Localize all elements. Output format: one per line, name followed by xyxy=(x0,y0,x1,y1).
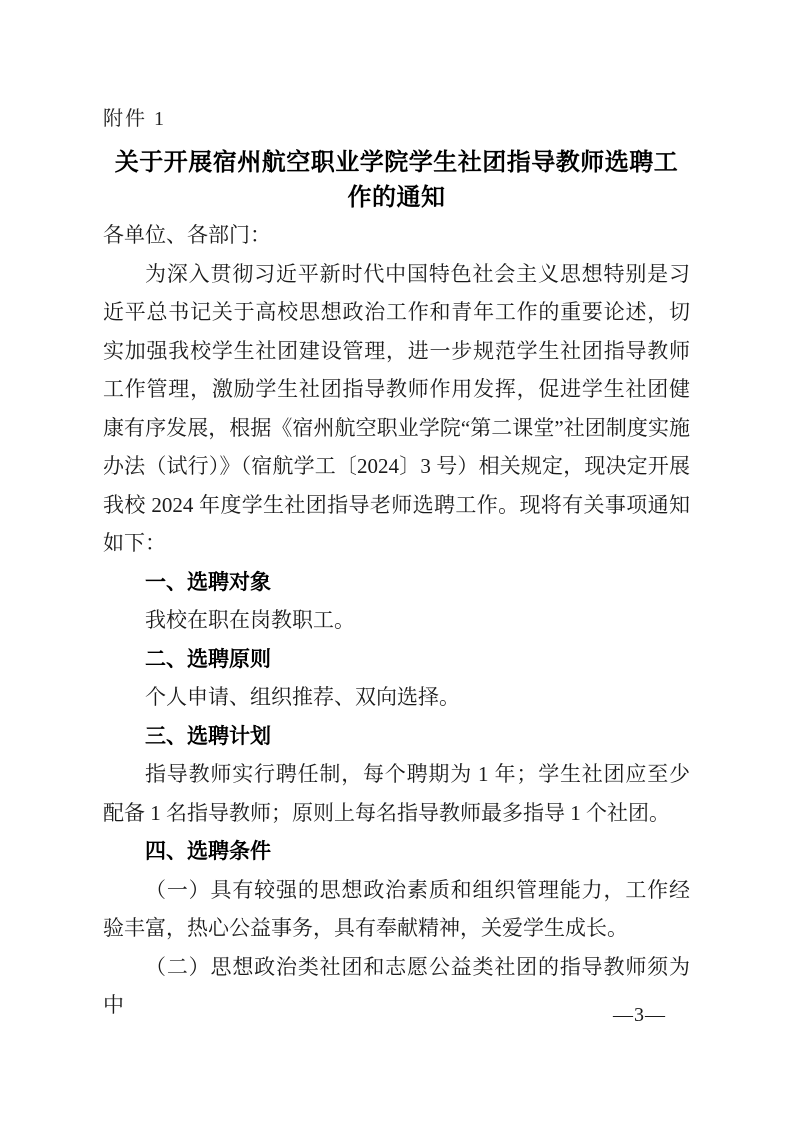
page-number: —3— xyxy=(613,1004,666,1026)
document-title: 关于开展宿州航空职业学院学生社团指导教师选聘工作的通知 xyxy=(114,150,679,211)
section-4-item-2: （二）思想政治类社团和志愿公益类社团的指导教师须为中 xyxy=(103,954,690,1017)
attachment-label: 附件 1 xyxy=(103,108,166,130)
intro-paragraph: 为深入贯彻习近平新时代中国特色社会主义思想特别是习近平总书记关于高校思想政治工作和青年工作的重要论述，切实加强我校学生社团建设管理，进一步规范学生社团指导教师工作管理，激励学生社团指导教师作用发挥，促进学生社团健康有序发展，根据《宿州航空职业学院“第二课堂”社团制度实施办法（试行）》（宿航学工〔2024〕3 号）相关规定，现决定开展我校 2024 年度学生社团指导老师选聘工作。现将有关事项通知如下： xyxy=(103,261,690,555)
section-heading-2: 二、选聘原则 xyxy=(145,646,271,671)
section-heading-3: 三、选聘计划 xyxy=(145,723,271,748)
salutation: 各单位、各部门： xyxy=(103,223,271,247)
section-heading-4: 四、选聘条件 xyxy=(145,839,271,863)
section-body-1: 我校在职在岗教职工。 xyxy=(145,608,355,632)
section-body-3: 指导教师实行聘任制，每个聘期为 1 年；学生社团应至少配备 1 名指导教师；原则上每名指导教师最多指导 1 个社团。 xyxy=(103,762,690,825)
section-body-2: 个人申请、组织推荐、双向选择。 xyxy=(145,685,460,709)
section-heading-1: 一、选聘对象 xyxy=(145,569,271,594)
section-4-item-1: （一）具有较强的思想政治素质和组织管理能力，工作经验丰富，热心公益事务，具有奉献精神，关爱学生成长。 xyxy=(103,877,690,940)
